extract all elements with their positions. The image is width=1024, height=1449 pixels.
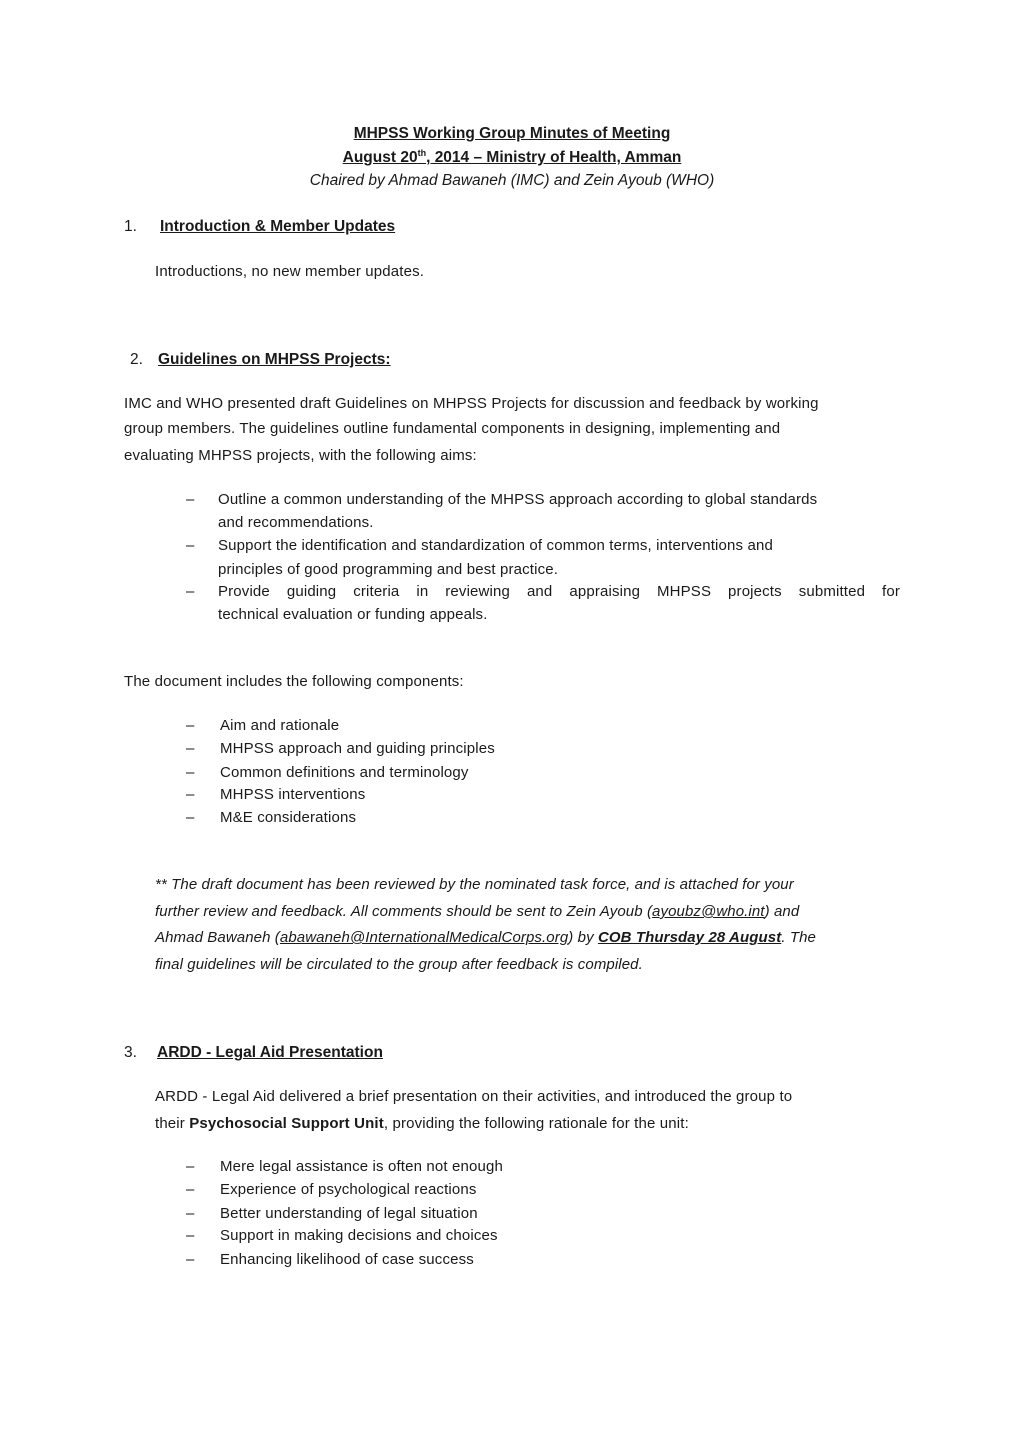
bullet-dash: –: [186, 1205, 195, 1222]
section-heading: Guidelines on MHPSS Projects:: [158, 351, 391, 368]
note-line: Ahmad Bawaneh (abawaneh@InternationalMedicalCorps.org) by COB Thursday 28 August. The: [155, 929, 816, 946]
list-item: Outline a common understanding of the MHPSS approach according to global standards: [218, 491, 818, 508]
list-item: MHPSS interventions: [220, 786, 366, 803]
list-item: Provide guiding criteria in reviewing and appraising MHPSS projects submitted for: [218, 583, 900, 600]
list-item: and recommendations.: [218, 514, 374, 531]
list-item: MHPSS approach and guiding principles: [220, 740, 495, 757]
paragraph-line: The document includes the following components:: [124, 673, 464, 690]
bullet-dash: –: [186, 717, 195, 734]
bullet-dash: –: [186, 583, 195, 600]
bullet-dash: –: [186, 740, 195, 757]
list-item: Experience of psychological reactions: [220, 1181, 477, 1198]
bullet-dash: –: [186, 1158, 195, 1175]
bullet-dash: –: [186, 1251, 195, 1268]
paragraph-line: ARDD - Legal Aid delivered a brief presentation on their activities, and introduced the group to: [155, 1088, 793, 1105]
bullet-dash: –: [186, 1181, 195, 1198]
chaired-by: Chaired by Ahmad Bawaneh (IMC) and Zein Ayoub (WHO): [309, 172, 715, 189]
note-line: ** The draft document has been reviewed by the nominated task force, and is attached for your: [155, 876, 794, 893]
list-item: technical evaluation or funding appeals.: [218, 606, 488, 623]
paragraph-line: evaluating MHPSS projects, with the following aims:: [124, 447, 477, 464]
bullet-dash: –: [186, 809, 195, 826]
paragraph-line: group members. The guidelines outline fundamental components in designing, implementing and: [124, 420, 781, 437]
bullet-dash: –: [186, 1227, 195, 1244]
list-item: Enhancing likelihood of case success: [220, 1251, 474, 1268]
section-heading: ARDD - Legal Aid Presentation: [157, 1044, 383, 1061]
section-number: 3.: [124, 1044, 137, 1061]
section-heading: Introduction & Member Updates: [160, 218, 396, 235]
note-line: further review and feedback. All comments should be sent to Zein Ayoub (ayoubz@who.int) and: [155, 903, 800, 920]
note-line: final guidelines will be circulated to the group after feedback is compiled.: [155, 956, 643, 973]
list-item: Aim and rationale: [220, 717, 340, 734]
deadline: COB Thursday 28 August: [597, 929, 782, 946]
email-link[interactable]: ayoubz@who.int: [652, 903, 765, 920]
email-link[interactable]: abawaneh@InternationalMedicalCorps.org: [279, 929, 569, 946]
list-item: M&E considerations: [220, 809, 357, 826]
list-item: principles of good programming and best practice.: [218, 561, 559, 578]
unit-name: Psychosocial Support Unit: [189, 1115, 384, 1132]
list-item: Support in making decisions and choices: [220, 1227, 498, 1244]
list-item: Support the identification and standardization of common terms, interventions and: [218, 537, 773, 554]
paragraph-line: their Psychosocial Support Unit, providing the following rationale for the unit:: [155, 1115, 689, 1132]
document-title: MHPSS Working Group Minutes of Meeting: [353, 125, 671, 142]
paragraph-line: IMC and WHO presented draft Guidelines on MHPSS Projects for discussion and feedback by working: [124, 395, 819, 412]
list-item: Mere legal assistance is often not enough: [220, 1158, 503, 1175]
list-item: Common definitions and terminology: [220, 764, 469, 781]
bullet-dash: –: [186, 764, 195, 781]
meeting-date-location: August 20th, 2014 – Ministry of Health, Amman: [342, 148, 682, 167]
bullet-dash: –: [186, 491, 195, 508]
section-body: Introductions, no new member updates.: [155, 263, 425, 280]
bullet-dash: –: [186, 537, 195, 554]
section-number: 1.: [124, 218, 137, 235]
bullet-dash: –: [186, 786, 195, 803]
list-item: Better understanding of legal situation: [220, 1205, 478, 1222]
section-number: 2.: [130, 351, 143, 368]
